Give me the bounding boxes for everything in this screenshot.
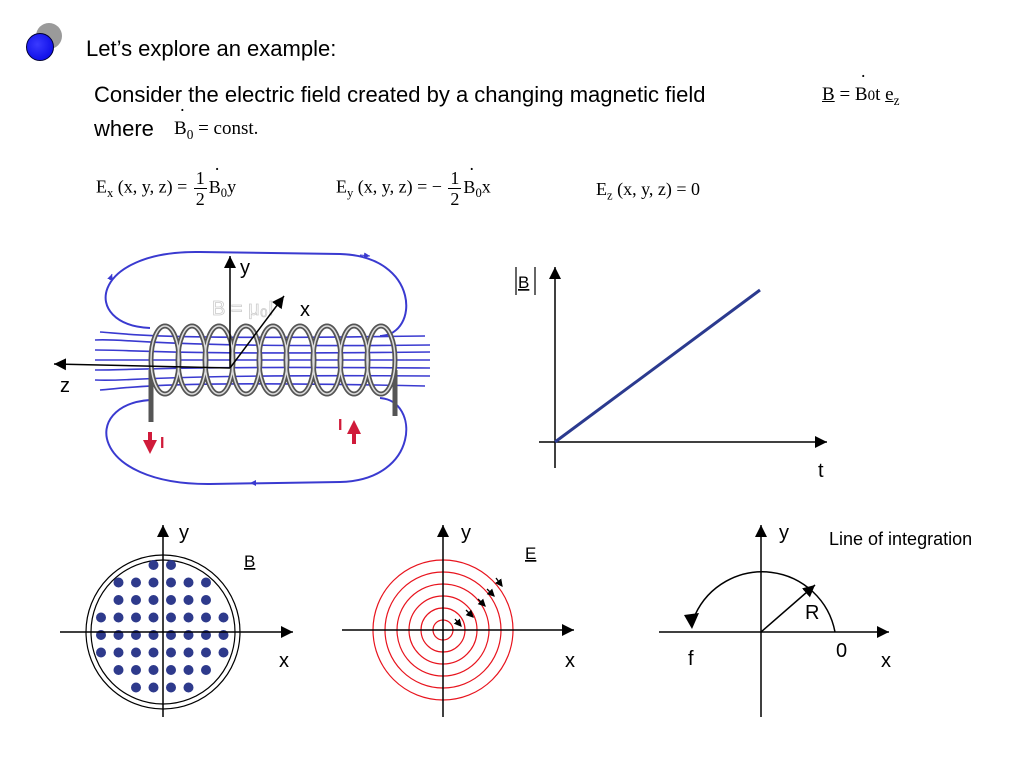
current-label-right: I [338, 417, 343, 434]
ex-sub: x [107, 186, 114, 201]
axis-label-z: z [60, 375, 70, 397]
b-dot [131, 665, 141, 675]
b-dot [131, 648, 141, 658]
ex-fraction [194, 168, 207, 209]
ez-lhs: E [596, 179, 607, 199]
b-dot [184, 578, 194, 588]
intro-where: where [94, 116, 154, 141]
current-label-left: I [160, 435, 165, 452]
b-dot [114, 613, 124, 623]
f-label: f [688, 648, 694, 670]
b-symbol: B [822, 84, 835, 105]
b-dot-symbol: ˙ B [174, 118, 187, 139]
b-dot [114, 595, 124, 605]
zero-label: 0 [836, 640, 848, 662]
watermark-text: B = μ₀I [212, 298, 274, 320]
b-subscript: 0 [867, 88, 876, 104]
b-dot [184, 595, 194, 605]
b-dot [166, 578, 176, 588]
b-dot [201, 578, 211, 588]
b-dot [184, 648, 194, 658]
ey-fraction [448, 168, 461, 209]
b-dot [149, 665, 159, 675]
panel-e-ylabel: y [461, 522, 471, 544]
equation-ez [596, 179, 700, 204]
b-dot [184, 683, 194, 693]
ex-lhs: E [96, 176, 107, 197]
ey-var: x [481, 176, 491, 197]
panel-b-xlabel: x [279, 650, 289, 672]
ey-args: (x, y, z) = − [357, 176, 442, 197]
panel-e-field [340, 515, 585, 725]
ey-b-sub: 0 [475, 186, 482, 201]
b-dot [131, 683, 141, 693]
slide-title: Let’s explore an example: [86, 36, 337, 61]
e-subscript: z [893, 92, 900, 108]
ex-den: 2 [195, 189, 205, 209]
ex-num: 1 [195, 168, 205, 188]
ey-lhs: E [336, 176, 347, 197]
b-dot [131, 595, 141, 605]
b-vs-t-graph [505, 255, 845, 490]
panel-b-field [55, 515, 310, 725]
b-dot [166, 613, 176, 623]
b-dot [166, 595, 176, 605]
ey-sub: y [347, 186, 354, 201]
coil [151, 326, 395, 422]
b-dot [149, 613, 159, 623]
b-dot [96, 613, 106, 623]
axis-label-y: y [240, 257, 250, 279]
current-arrows [143, 420, 361, 454]
b-dot [166, 683, 176, 693]
equation-ey [336, 168, 491, 209]
e-symbol: e [885, 84, 894, 105]
b-dot [219, 613, 229, 623]
ex-args: (x, y, z) = [117, 176, 188, 197]
b-dot [149, 648, 159, 658]
t-symbol: t [875, 84, 881, 105]
b-definition [822, 84, 899, 109]
b-dot [114, 648, 124, 658]
b-dot [131, 613, 141, 623]
ex-b-sub: 0 [220, 186, 228, 201]
panel-int-ylabel: y [779, 522, 789, 544]
b-dot [201, 648, 211, 658]
solenoid-figure [40, 240, 440, 500]
b-dot [166, 560, 176, 570]
b-dot [131, 578, 141, 588]
equation-ex [96, 168, 236, 209]
b-dot [184, 613, 194, 623]
ey-num: 1 [450, 168, 460, 188]
b-dot [149, 560, 159, 570]
graph-xlabel: t [818, 460, 824, 482]
panel-b-ylabel: y [179, 522, 189, 544]
b-dot [114, 578, 124, 588]
b-dot [201, 665, 211, 675]
graph-ylabel: B [518, 273, 530, 292]
bullet-icon [26, 33, 54, 61]
b-dot [201, 595, 211, 605]
ex-b: ˙ B [209, 177, 221, 197]
b-dot [114, 665, 124, 675]
axis-label-x: x [300, 299, 310, 321]
ex-var: y [227, 176, 237, 197]
ez-args: (x, y, z) = 0 [617, 179, 701, 199]
b-dot-symbol: ˙ B [855, 84, 868, 105]
const-text: = const. [198, 118, 259, 139]
intro-line-1: Consider the electric field created by a changing magnetic field [94, 82, 706, 107]
b-dot [149, 578, 159, 588]
b-subscript: 0 [186, 126, 194, 142]
integration-arc-arrow [684, 613, 699, 629]
b-dot [149, 683, 159, 693]
b-dot [149, 595, 159, 605]
panel-int-xlabel: x [881, 650, 891, 672]
b0-const [174, 118, 258, 143]
b-dot [166, 648, 176, 658]
b-dot [184, 665, 194, 675]
equals-sign: = [839, 84, 851, 105]
ey-den: 2 [450, 189, 460, 209]
b-dot [96, 648, 106, 658]
ey-b: ˙ B [463, 177, 475, 197]
field-loop-top [106, 252, 407, 336]
panel-e-label: E [525, 544, 537, 563]
line-of-integration-title: Line of integration [829, 529, 973, 549]
panel-b-label: B [244, 552, 256, 571]
b-dot [219, 648, 229, 658]
b-dot [166, 665, 176, 675]
b-dot [201, 613, 211, 623]
b-line [555, 290, 760, 442]
ez-sub: z [607, 188, 613, 203]
panel-e-xlabel: x [565, 650, 575, 672]
radius-label: R [805, 602, 820, 624]
